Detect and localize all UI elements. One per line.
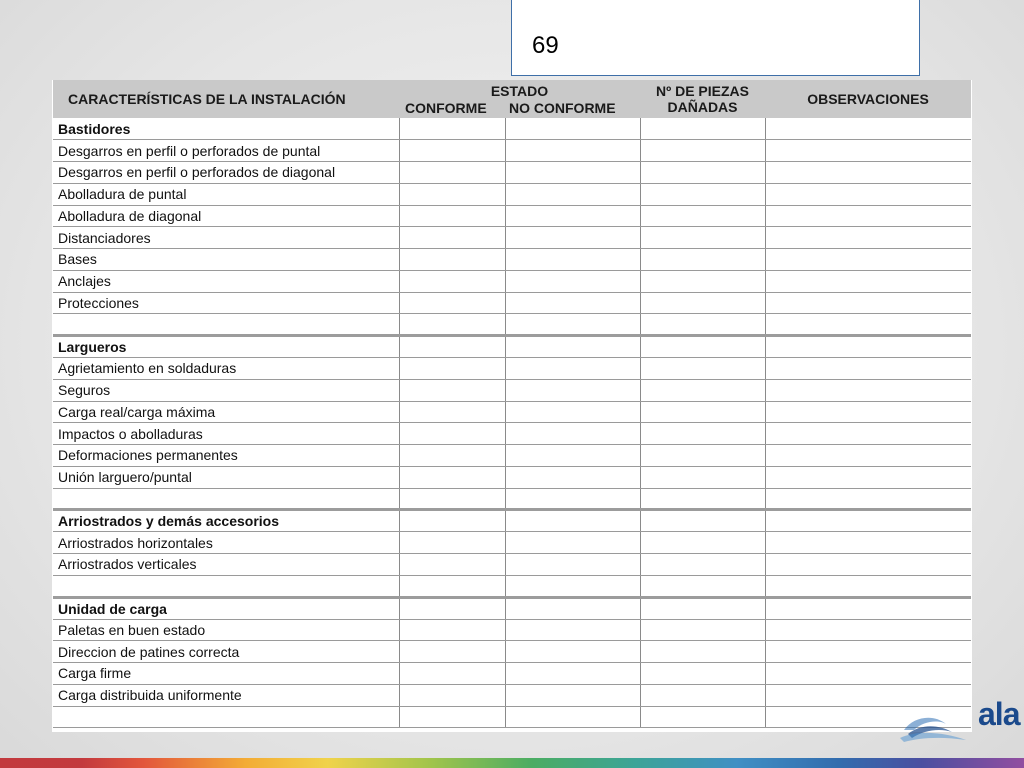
no-conforme-cell[interactable] [505, 597, 640, 619]
observaciones-cell[interactable] [765, 379, 971, 401]
no-conforme-cell[interactable] [505, 466, 640, 488]
table-row [53, 118, 971, 140]
header-no-conforme: NO CONFORME [509, 100, 616, 116]
observaciones-cell[interactable] [765, 423, 971, 445]
observaciones-cell[interactable] [765, 619, 971, 641]
piezas-danadas-cell[interactable] [640, 162, 765, 184]
row-label: Abolladura de puntal [53, 183, 399, 205]
piezas-danadas-cell[interactable] [640, 488, 765, 510]
conforme-cell[interactable] [399, 249, 505, 271]
observaciones-cell[interactable] [765, 466, 971, 488]
row-label: Arriostrados verticales [53, 554, 399, 576]
piezas-danadas-cell[interactable] [640, 663, 765, 685]
piezas-danadas-cell[interactable] [640, 183, 765, 205]
row-label: Desgarros en perfil o perforados de puntal [53, 140, 399, 162]
header-estado [399, 80, 640, 118]
header-piezas-line2: DAÑADAS [667, 99, 738, 115]
observaciones-cell[interactable] [765, 597, 971, 619]
observaciones-cell[interactable] [765, 227, 971, 249]
row-label [53, 488, 399, 510]
table-row [53, 249, 971, 271]
row-label: Deformaciones permanentes [53, 445, 399, 467]
conforme-cell[interactable] [399, 466, 505, 488]
row-label: Protecciones [53, 292, 399, 314]
observaciones-cell[interactable] [765, 663, 971, 685]
no-conforme-cell[interactable] [505, 423, 640, 445]
observaciones-cell[interactable] [765, 270, 971, 292]
piezas-danadas-cell[interactable] [640, 118, 765, 140]
section-title: Unidad de carga [53, 597, 399, 619]
observaciones-cell[interactable] [765, 205, 971, 227]
observaciones-cell[interactable] [765, 575, 971, 597]
no-conforme-cell[interactable] [505, 554, 640, 576]
no-conforme-cell[interactable] [505, 684, 640, 706]
table-row [53, 205, 971, 227]
piezas-danadas-cell[interactable] [640, 314, 765, 336]
conforme-cell[interactable] [399, 270, 505, 292]
table-row [53, 358, 971, 380]
row-label: Impactos o abolladuras [53, 423, 399, 445]
conforme-cell[interactable] [399, 619, 505, 641]
no-conforme-cell[interactable] [505, 401, 640, 423]
conforme-cell[interactable] [399, 227, 505, 249]
header-piezas-danadas [640, 80, 765, 118]
page-number-box [511, 0, 920, 76]
no-conforme-cell[interactable] [505, 575, 640, 597]
table-row [53, 183, 971, 205]
table-row [53, 140, 971, 162]
observaciones-cell[interactable] [765, 336, 971, 358]
no-conforme-cell[interactable] [505, 379, 640, 401]
no-conforme-cell[interactable] [505, 706, 640, 728]
no-conforme-cell[interactable] [505, 292, 640, 314]
row-label: Abolladura de diagonal [53, 205, 399, 227]
conforme-cell[interactable] [399, 510, 505, 532]
page-number: 69 [532, 32, 559, 59]
table-row [53, 292, 971, 314]
conforme-cell[interactable] [399, 684, 505, 706]
piezas-danadas-cell[interactable] [640, 423, 765, 445]
conforme-cell[interactable] [399, 423, 505, 445]
no-conforme-cell[interactable] [505, 249, 640, 271]
row-label: Distanciadores [53, 227, 399, 249]
no-conforme-cell[interactable] [505, 227, 640, 249]
piezas-danadas-cell[interactable] [640, 597, 765, 619]
table-row [53, 510, 971, 532]
table-row [53, 684, 971, 706]
section-title: Arriostrados y demás accesorios [53, 510, 399, 532]
no-conforme-cell[interactable] [505, 336, 640, 358]
piezas-danadas-cell[interactable] [640, 336, 765, 358]
conforme-cell[interactable] [399, 532, 505, 554]
piezas-danadas-cell[interactable] [640, 466, 765, 488]
piezas-danadas-cell[interactable] [640, 379, 765, 401]
piezas-danadas-cell[interactable] [640, 554, 765, 576]
row-label: Arriostrados horizontales [53, 532, 399, 554]
piezas-danadas-cell[interactable] [640, 401, 765, 423]
checklist-body [53, 118, 971, 728]
table-row [53, 336, 971, 358]
header-observaciones: OBSERVACIONES [807, 91, 929, 107]
piezas-danadas-cell[interactable] [640, 706, 765, 728]
piezas-danadas-cell[interactable] [640, 532, 765, 554]
no-conforme-cell[interactable] [505, 314, 640, 336]
no-conforme-cell[interactable] [505, 510, 640, 532]
no-conforme-cell[interactable] [505, 641, 640, 663]
row-label: Anclajes [53, 270, 399, 292]
table-row [53, 423, 971, 445]
table-row [53, 270, 971, 292]
row-label: Carga firme [53, 663, 399, 685]
observaciones-cell[interactable] [765, 292, 971, 314]
company-logo-text: ala [978, 696, 1020, 732]
table-row [53, 488, 971, 510]
row-label: Paletas en buen estado [53, 619, 399, 641]
no-conforme-cell[interactable] [505, 488, 640, 510]
section-title: Bastidores [53, 118, 399, 140]
no-conforme-cell[interactable] [505, 118, 640, 140]
observaciones-cell[interactable] [765, 118, 971, 140]
observaciones-cell[interactable] [765, 358, 971, 380]
conforme-cell[interactable] [399, 641, 505, 663]
piezas-danadas-cell[interactable] [640, 205, 765, 227]
conforme-cell[interactable] [399, 118, 505, 140]
observaciones-cell[interactable] [765, 641, 971, 663]
piezas-danadas-cell[interactable] [640, 684, 765, 706]
conforme-cell[interactable] [399, 597, 505, 619]
conforme-cell[interactable] [399, 292, 505, 314]
piezas-danadas-cell[interactable] [640, 249, 765, 271]
table-row [53, 641, 971, 663]
conforme-cell[interactable] [399, 488, 505, 510]
conforme-cell[interactable] [399, 183, 505, 205]
no-conforme-cell[interactable] [505, 270, 640, 292]
no-conforme-cell[interactable] [505, 619, 640, 641]
observaciones-cell[interactable] [765, 140, 971, 162]
observaciones-cell[interactable] [765, 401, 971, 423]
piezas-danadas-cell[interactable] [640, 641, 765, 663]
observaciones-cell[interactable] [765, 183, 971, 205]
row-label [53, 314, 399, 336]
row-label: Seguros [53, 379, 399, 401]
table-row [53, 314, 971, 336]
header-caracteristicas: CARACTERÍSTICAS DE LA INSTALACIÓN [68, 91, 346, 107]
piezas-danadas-cell[interactable] [640, 619, 765, 641]
piezas-danadas-cell[interactable] [640, 227, 765, 249]
inspection-checklist [52, 80, 972, 732]
piezas-danadas-cell[interactable] [640, 292, 765, 314]
header-piezas-line1: Nº DE PIEZAS [655, 83, 750, 99]
observaciones-cell[interactable] [765, 249, 971, 271]
row-label: Desgarros en perfil o perforados de diagonal [53, 162, 399, 184]
table-row [53, 379, 971, 401]
color-band-footer [0, 758, 1024, 768]
conforme-cell[interactable] [399, 706, 505, 728]
table-row [53, 162, 971, 184]
no-conforme-cell[interactable] [505, 445, 640, 467]
piezas-danadas-cell[interactable] [640, 575, 765, 597]
conforme-cell[interactable] [399, 205, 505, 227]
conforme-cell[interactable] [399, 379, 505, 401]
piezas-danadas-cell[interactable] [640, 270, 765, 292]
no-conforme-cell[interactable] [505, 663, 640, 685]
observaciones-cell[interactable] [765, 488, 971, 510]
no-conforme-cell[interactable] [505, 205, 640, 227]
piezas-danadas-cell[interactable] [640, 445, 765, 467]
no-conforme-cell[interactable] [505, 162, 640, 184]
row-label: Direccion de patines correcta [53, 641, 399, 663]
observaciones-cell[interactable] [765, 532, 971, 554]
conforme-cell[interactable] [399, 336, 505, 358]
table-row [53, 401, 971, 423]
table-row [53, 445, 971, 467]
piezas-danadas-cell[interactable] [640, 140, 765, 162]
table-row [53, 706, 971, 728]
conforme-cell[interactable] [399, 162, 505, 184]
table-row [53, 227, 971, 249]
conforme-cell[interactable] [399, 401, 505, 423]
table-row [53, 554, 971, 576]
row-label: Agrietamiento en soldaduras [53, 358, 399, 380]
conforme-cell[interactable] [399, 575, 505, 597]
no-conforme-cell[interactable] [505, 532, 640, 554]
row-label: Carga real/carga máxima [53, 401, 399, 423]
conforme-cell[interactable] [399, 554, 505, 576]
observaciones-cell[interactable] [765, 314, 971, 336]
no-conforme-cell[interactable] [505, 358, 640, 380]
conforme-cell[interactable] [399, 140, 505, 162]
no-conforme-cell[interactable] [505, 140, 640, 162]
row-label [53, 575, 399, 597]
observaciones-cell[interactable] [765, 684, 971, 706]
conforme-cell[interactable] [399, 358, 505, 380]
section-title: Largueros [53, 336, 399, 358]
table-row [53, 597, 971, 619]
table-row [53, 575, 971, 597]
row-label: Bases [53, 249, 399, 271]
observaciones-cell[interactable] [765, 510, 971, 532]
observaciones-cell[interactable] [765, 445, 971, 467]
row-label: Carga distribuida uniformente [53, 684, 399, 706]
row-label [53, 706, 399, 728]
table-row [53, 663, 971, 685]
checklist-table [53, 80, 971, 728]
observaciones-cell[interactable] [765, 554, 971, 576]
row-label: Unión larguero/puntal [53, 466, 399, 488]
no-conforme-cell[interactable] [505, 183, 640, 205]
piezas-danadas-cell[interactable] [640, 510, 765, 532]
table-row [53, 532, 971, 554]
piezas-danadas-cell[interactable] [640, 358, 765, 380]
conforme-cell[interactable] [399, 314, 505, 336]
table-row [53, 466, 971, 488]
observaciones-cell[interactable] [765, 162, 971, 184]
swirl-logo-icon [900, 712, 972, 742]
conforme-cell[interactable] [399, 445, 505, 467]
header-estado-title: ESTADO [490, 83, 549, 99]
table-header-row [53, 80, 971, 118]
header-conforme: CONFORME [405, 100, 487, 116]
conforme-cell[interactable] [399, 663, 505, 685]
table-row [53, 619, 971, 641]
